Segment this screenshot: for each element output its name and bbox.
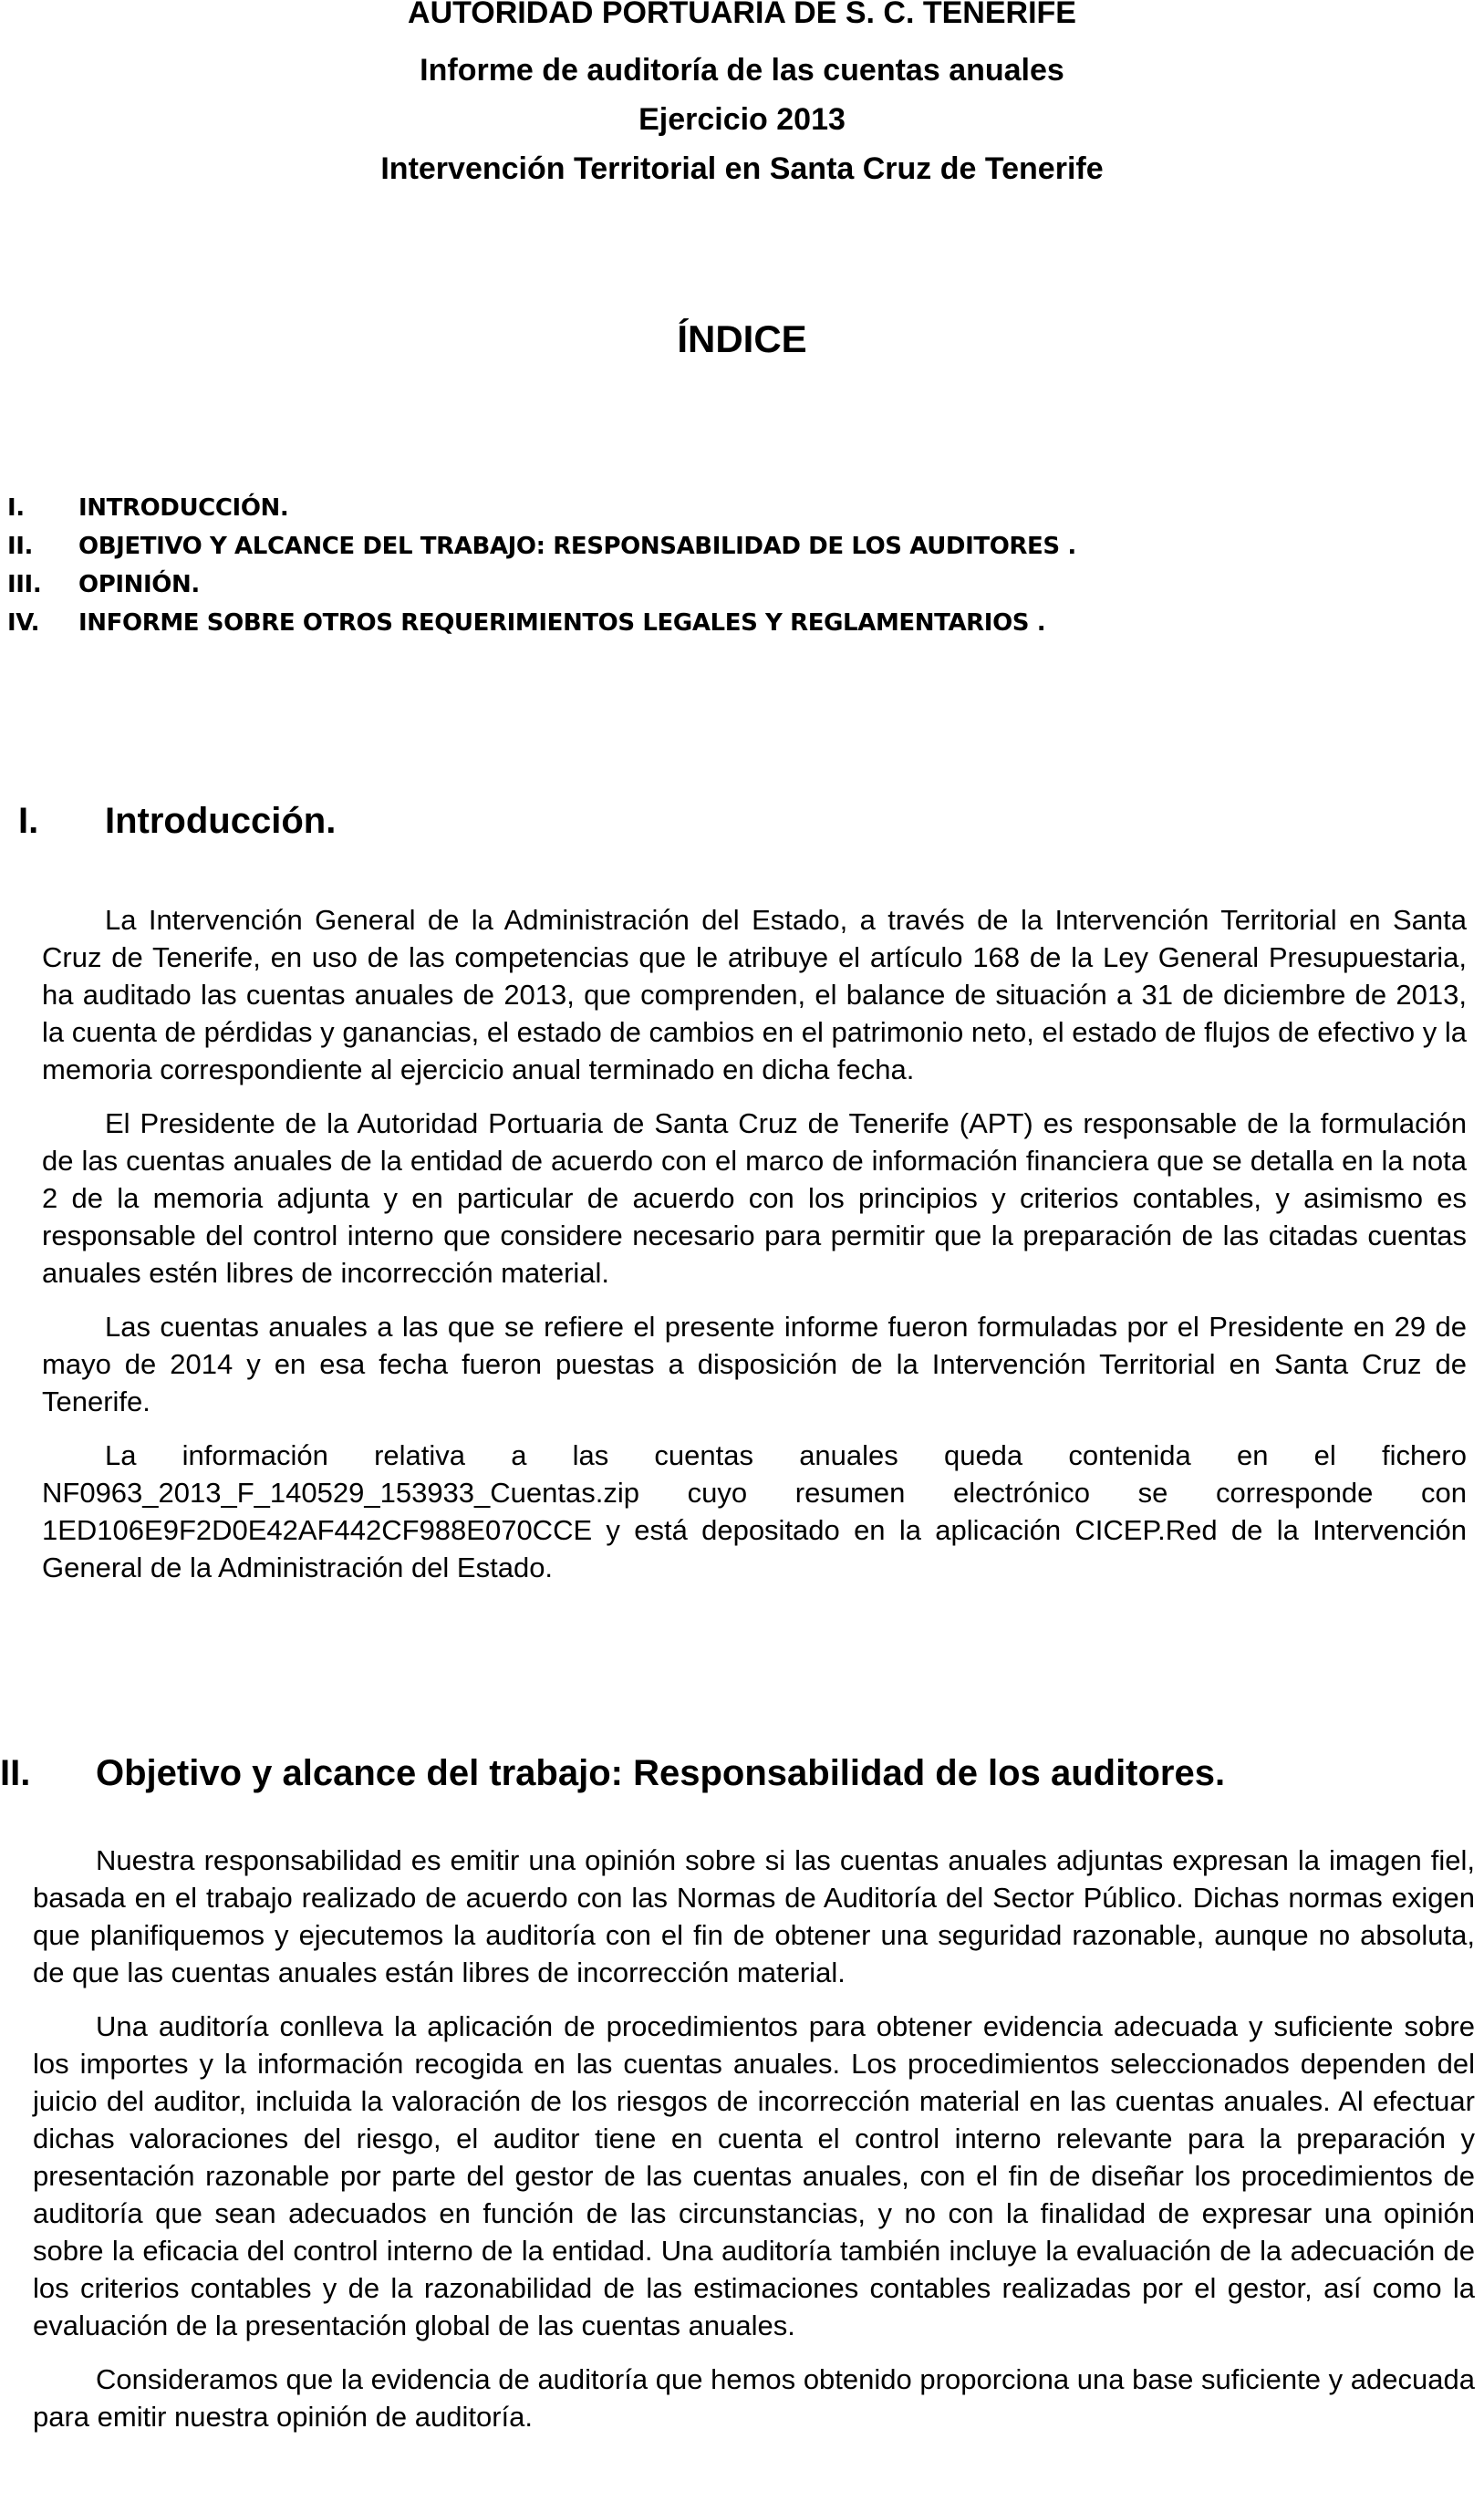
toc-item-number: II. — [7, 533, 34, 560]
report-title: Informe de auditoría de las cuentas anuales — [420, 53, 1064, 88]
toc-item-label: OBJETIVO Y ALCANCE DEL TRABAJO: RESPONSABILIDAD DE LOS AUDITORES . — [78, 533, 1076, 560]
index-title: ÍNDICE — [677, 317, 807, 360]
section-2-paragraph: Consideramos que la evidencia de auditoría que hemos obtenido proporciona una base suficiente y adecuada para emitir nuestra opinión de auditoría. — [33, 2363, 1475, 2433]
report-office: Intervención Territorial en Santa Cruz de Tenerife — [380, 151, 1104, 186]
section-2-body — [33, 1842, 1475, 2452]
section-1-number: I. — [18, 801, 39, 841]
table-of-contents — [7, 490, 1193, 645]
section-2-number: II. — [0, 1753, 31, 1793]
report-year: Ejercicio 2013 — [638, 102, 846, 137]
section-1-paragraph: Las cuentas anuales a las que se refiere el presente informe fueron formuladas por el Presidente en 29 de mayo de 2014 y en esa fecha fueron puestas a disposición de la Intervención Territorial en Santa Cruz de Tenerife. — [42, 1311, 1467, 1417]
section-1-body — [42, 901, 1467, 1603]
toc-item-number: I. — [7, 494, 25, 522]
section-1-paragraph: La información relativa a las cuentas anuales queda contenida en el fichero NF0963_2013_F_140529_153933_Cuentas.zip cuyo resumen electrónico se corresponde con 1ED106E9F2D0E42AF442CF988E070CCE y está depositado en la aplicación CICEP.Red de la Intervención General de la Administración del Estado. — [42, 1439, 1467, 1583]
section-1-paragraph: El Presidente de la Autoridad Portuaria de Santa Cruz de Tenerife (APT) es responsable de la formulación de las cuentas anuales de la entidad de acuerdo con el marco de información financiera que se detalla en la nota 2 de la memoria adjunta y en particular de acuerdo con los principios y criterios contables, y asimismo es responsable del control interno que considere necesario para permitir que la preparación de las citadas cuentas anuales estén libres de incorrección material. — [42, 1107, 1467, 1289]
toc-item-label: INFORME SOBRE OTROS REQUERIMIENTOS LEGALES Y REGLAMENTARIOS . — [78, 609, 1046, 637]
section-2-paragraph: Una auditoría conlleva la aplicación de procedimientos para obtener evidencia adecuada y suficiente sobre los importes y la información recogida en las cuentas anuales. Los procedimientos seleccionados dependen del juicio del auditor, incluida la valoración de los riesgos de incorrección material en las cuentas anuales. Al efectuar dichas valoraciones del riesgo, el auditor tiene en cuenta el control interno relevante para la preparación y presentación razonable por parte del gestor de las cuentas anuales, con el fin de diseñar los procedimientos de auditoría que sean adecuados en función de las circunstancias, y no con la finalidad de expresar una opinión sobre la eficacia del control interno de la entidad. Una auditoría también incluye la evaluación de la adecuación de los criterios contables y de la razonabilidad de las estimaciones contables realizadas por el gestor, así como la evaluación de la presentación global de las cuentas anuales. — [33, 2010, 1475, 2341]
toc-item-label: OPINIÓN. — [78, 571, 200, 598]
section-2-title: Objetivo y alcance del trabajo: Responsabilidad de los auditores. — [96, 1753, 1226, 1793]
section-1-paragraph: La Intervención General de la Administración del Estado, a través de la Intervención Territorial en Santa Cruz de Tenerife, en uso de las competencias que le atribuye el artículo 168 de la Ley General Presupuestaria, ha auditado las cuentas anuales de 2013, que comprenden, el balance de situación a 31 de diciembre de 2013, la cuenta de pérdidas y ganancias, el estado de cambios en el patrimonio neto, el estado de flujos de efectivo y la memoria correspondiente al ejercicio anual terminado en dicha fecha. — [42, 904, 1467, 1085]
report-entity: AUTORIDAD PORTUARIA DE S. C. TENERIFE — [408, 0, 1076, 30]
toc-item-label: INTRODUCCIÓN. — [78, 494, 289, 522]
section-1-title: Introducción. — [105, 801, 337, 841]
toc-item-number: IV. — [7, 609, 40, 637]
section-2-paragraph: Nuestra responsabilidad es emitir una opinión sobre si las cuentas anuales adjuntas expresan la imagen fiel, basada en el trabajo realizado de acuerdo con las Normas de Auditoría del Sector Público. Dichas normas exigen que planifiquemos y ejecutemos la auditoría con el fin de obtener una seguridad razonable, aunque no absoluta, de que las cuentas anuales están libres de incorrección material. — [33, 1844, 1475, 1988]
toc-item-number: III. — [7, 571, 42, 598]
